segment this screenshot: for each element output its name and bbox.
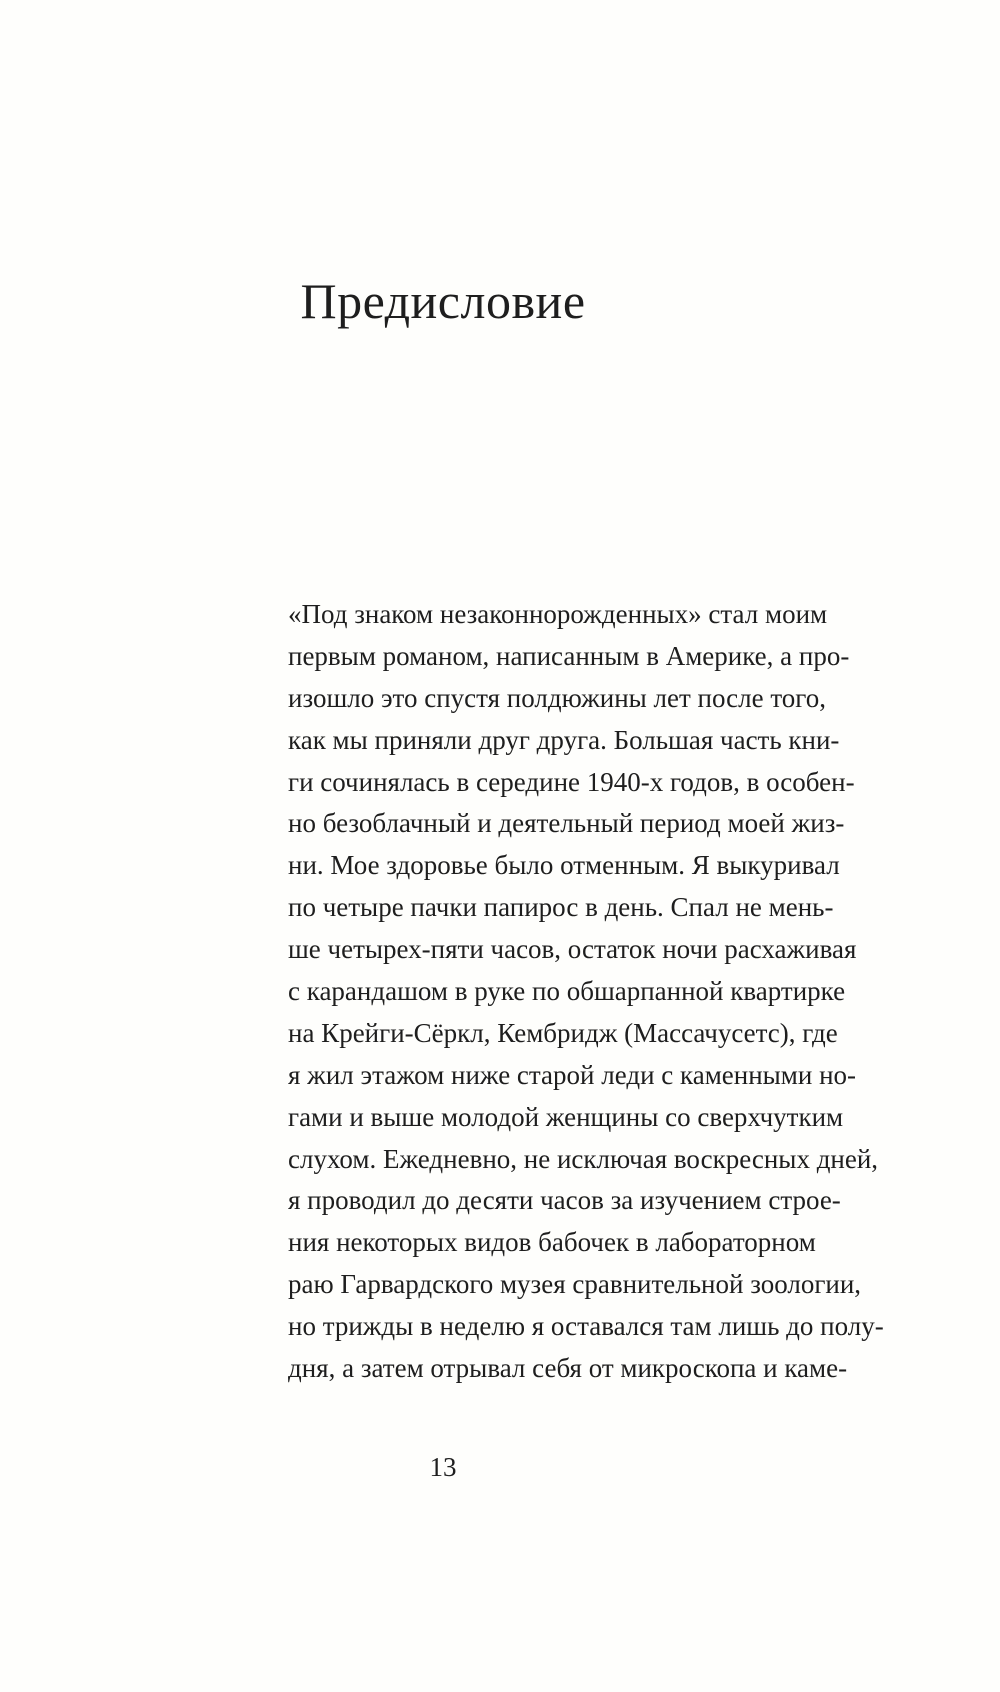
text-line: я жил этажом ниже старой леди с каменными но- [288,1059,857,1090]
page-number: 13 [429,1452,457,1482]
text-line: ги сочинялась в середине 1940-х годов, в особен- [288,766,855,797]
text-line: с карандашом в руке по обшарпанной квартирке [288,976,846,1007]
text-line: гами и выше молодой женщины со сверхчутким [288,1101,844,1132]
text-line: слухом. Ежедневно, не исключая воскресных дней, [288,1143,879,1174]
text-line: дня, а затем отрывал себя от микроскопа и каме- [288,1353,848,1384]
text-line: ни. Мое здоровье было отменным. Я выкуривал [288,850,840,881]
text-line: как мы приняли друг друга. Большая часть кни- [288,724,840,755]
text-line: я проводил до десяти часов за изучением строе- [288,1185,841,1216]
text-line: на Крейги-Сёркл, Кембридж (Массачусетс), где [288,1017,838,1048]
text-line: раю Гарвардского музея сравнительной зоологии, [288,1269,862,1300]
text-line: «Под знаком незаконнорожденных» стал моим [288,599,828,629]
body-text [288,594,884,1390]
text-line: первым романом, написанным в Америке, а про- [288,640,850,671]
text-line: но безоблачный и деятельный период моей жиз- [288,808,845,839]
text-line: ше четырех-пяти часов, остаток ночи расхаживая [288,934,857,965]
text-line: ния некоторых видов бабочек в лабораторном [288,1227,816,1258]
text-line: но трижды в неделю я оставался там лишь до полу- [288,1311,884,1342]
text-line: изошло это спустя полдюжины лет после того, [288,682,826,713]
chapter-title: Предисловие [300,273,586,329]
text-line: по четыре пачки папирос в день. Спал не мень- [288,892,834,923]
